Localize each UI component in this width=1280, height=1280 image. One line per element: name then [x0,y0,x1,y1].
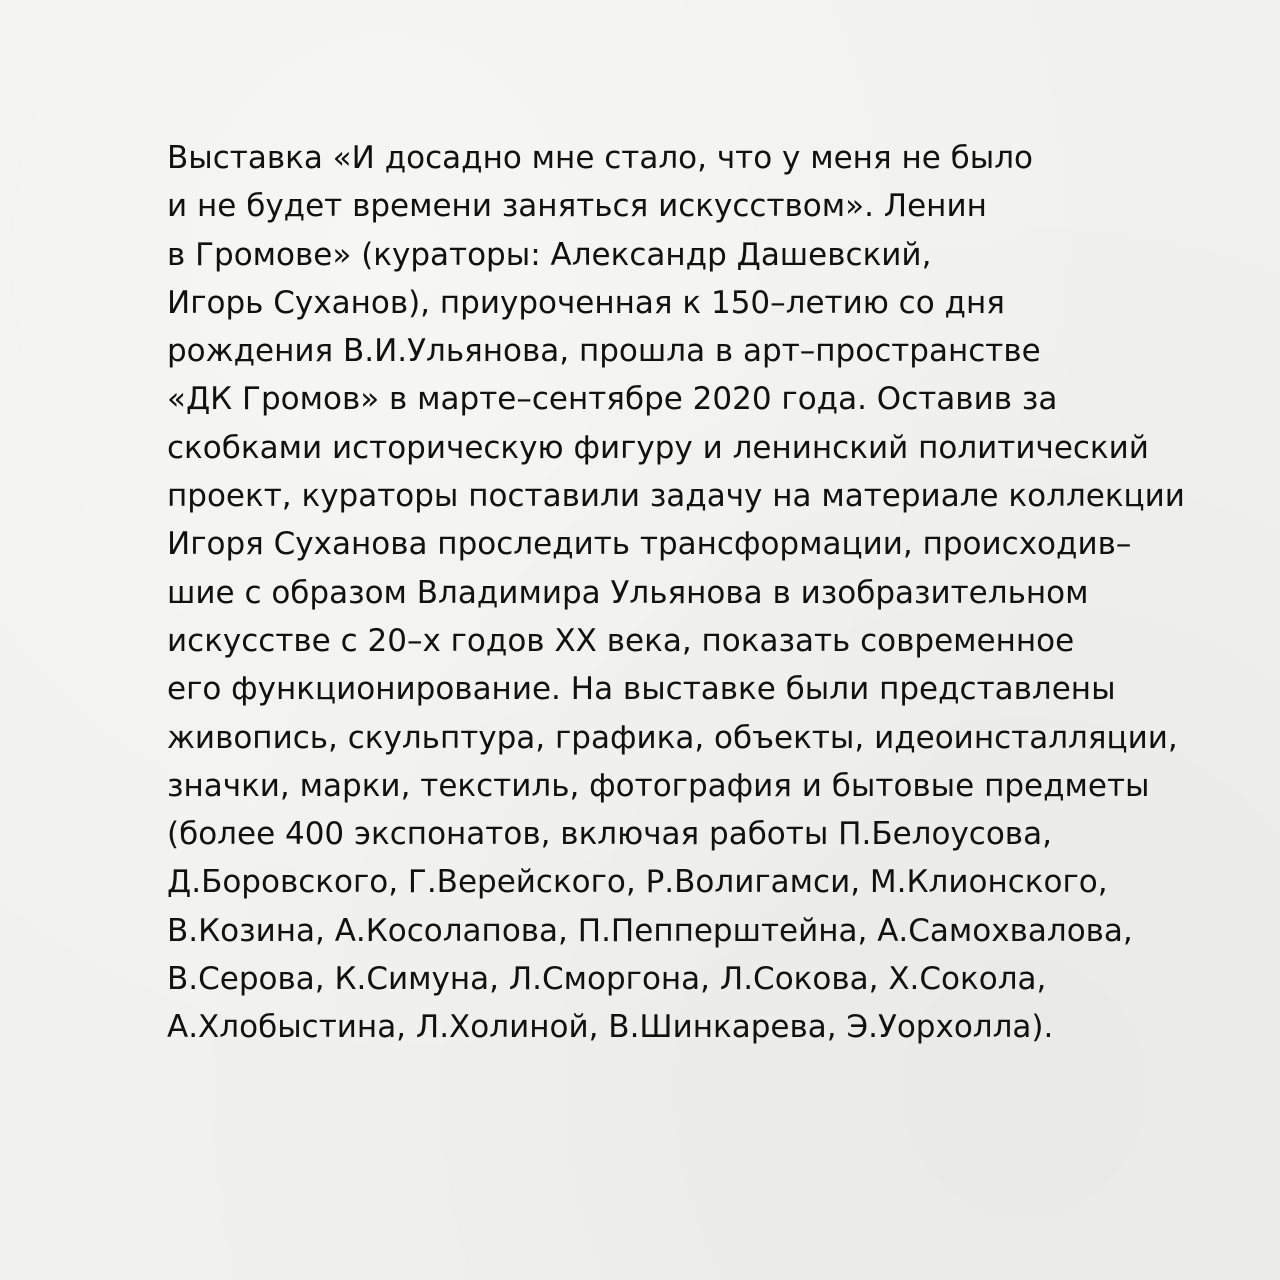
text-line-7: скобками историческую фигуру и ленинский политический [167,429,1149,466]
text-line-19: А.Хлобыстина, Л.Холиной, В.Шинкарева, Э.Уорхолла). [167,1009,1054,1046]
text-line-4: Игорь Суханов), приуроченная к 150–летию со дня [167,284,1005,321]
text-line-9: Игоря Суханова проследить трансформации, происходив– [167,526,1132,563]
text-line-11: искусстве с 20–х годов XX века, показать современное [167,622,1075,659]
exhibition-description-paragraph [167,134,1247,1052]
text-line-13: живопись, скульптура, графика, объекты, идеоинсталляции, [167,719,1178,756]
text-line-6: «ДК Громов» в марте–сентябре 2020 года. Оставив за [167,381,1058,418]
text-line-1: Выставка «И досадно мне стало, что у меня не было [167,140,1034,176]
text-line-16: Д.Боровского, Г.Верейского, Р.Волигамси, М.Клионского, [167,864,1108,901]
text-line-2: и не будет времени заняться искусством». Ленин [167,188,987,225]
text-line-3: в Громове» (кураторы: Александр Дашевский, [167,236,932,273]
text-line-14: значки, марки, текстиль, фотография и бытовые предметы [167,767,1150,804]
text-line-12: его функционирование. На выставке были представлены [167,671,1116,708]
text-line-17: В.Козина, А.Косолапова, П.Пепперштейна, А.Самохвалова, [167,912,1133,949]
text-line-8: проект, кураторы поставили задачу на материале коллекции [167,478,1185,515]
text-line-10: шие с образом Владимира Ульянова в изобразительном [167,574,1089,611]
text-line-15: (более 400 экспонатов, включая работы П.Белоусова, [167,816,1052,853]
text-line-18: В.Серова, К.Симуна, Л.Сморгона, Л.Сокова, Х.Сокола, [167,961,1047,998]
text-line-5: рождения В.И.Ульянова, прошла в арт–пространстве [167,333,1041,370]
